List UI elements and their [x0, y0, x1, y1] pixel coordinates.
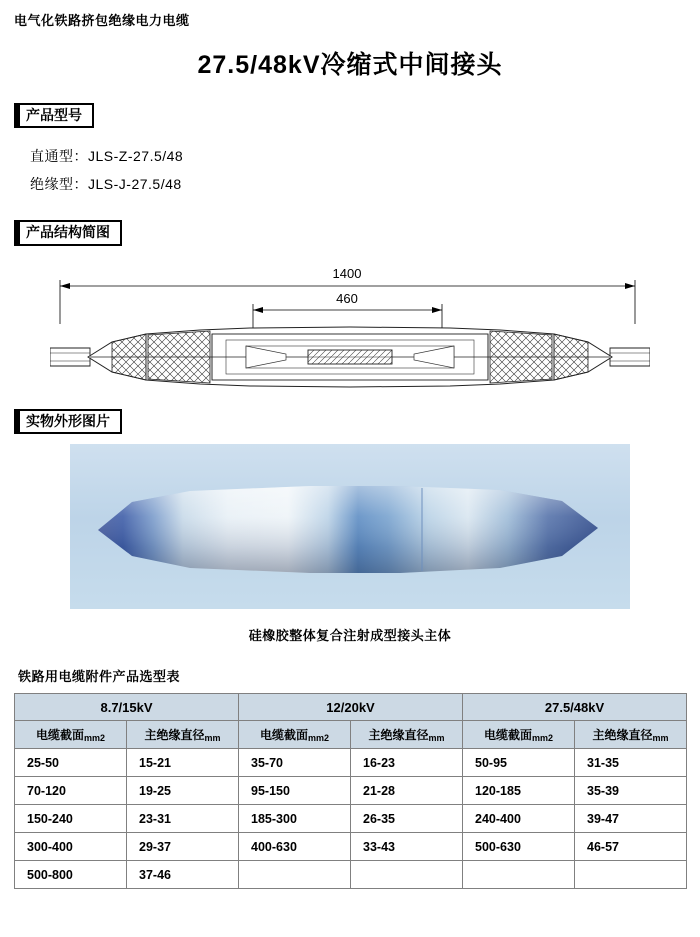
cell: 35-39 — [575, 777, 687, 805]
selection-table — [14, 693, 687, 889]
cell: 500-800 — [15, 861, 127, 889]
cell: 240-400 — [463, 805, 575, 833]
col-header-2 — [127, 721, 239, 749]
col-header-1-label: 电缆截面 — [35, 728, 84, 743]
col-header-1 — [15, 721, 127, 749]
cell: 50-95 — [463, 749, 575, 777]
cell: 185-300 — [239, 805, 351, 833]
cell: 70-120 — [15, 777, 127, 805]
product-photo-svg — [70, 444, 630, 609]
cell: 95-150 — [239, 777, 351, 805]
section-photo — [14, 409, 686, 644]
group-header-2: 12/20kV — [239, 694, 463, 721]
col-header-3-unit: mm2 — [308, 733, 330, 744]
model-list — [30, 142, 686, 198]
cable-right — [610, 348, 650, 366]
cell: 19-25 — [127, 777, 239, 805]
product-photo — [70, 444, 630, 609]
col-header-6-unit: mm — [652, 733, 669, 744]
cell-empty — [463, 861, 575, 889]
table-row — [15, 833, 687, 861]
group-header-3: 27.5/48kV — [463, 694, 687, 721]
model-item-insulated: 绝缘型：JLS-J-27.5/48 — [30, 176, 182, 193]
col-header-3 — [239, 721, 351, 749]
cell: 15-21 — [127, 749, 239, 777]
col-header-3-label: 电缆截面 — [260, 728, 309, 743]
cell-empty — [575, 861, 687, 889]
col-header-6-label: 主绝缘直径 — [592, 728, 653, 743]
photo-caption: 硅橡胶整体复合注射成型接头主体 — [248, 628, 452, 644]
cell: 23-31 — [127, 805, 239, 833]
col-header-5 — [463, 721, 575, 749]
cell: 25-50 — [15, 749, 127, 777]
joint-cross-section-svg — [50, 254, 650, 394]
dimension-inner-label: 460 — [336, 290, 358, 306]
col-header-4-unit: mm — [428, 733, 445, 744]
col-header-6 — [575, 721, 687, 749]
structure-diagram — [14, 254, 686, 399]
cell-empty — [351, 861, 463, 889]
table-header-row — [15, 721, 687, 749]
section-heading-structure: 产品结构简图 — [14, 220, 122, 245]
cell: 300-400 — [15, 833, 127, 861]
cell-empty — [239, 861, 351, 889]
cell: 46-57 — [575, 833, 687, 861]
model-item-through: 直通型：JLS-Z-27.5/48 — [30, 148, 184, 165]
table-row — [15, 861, 687, 889]
table-row — [15, 777, 687, 805]
cell: 31-35 — [575, 749, 687, 777]
col-header-2-unit: mm — [204, 733, 221, 744]
table-group-row — [15, 694, 687, 721]
cell: 35-70 — [239, 749, 351, 777]
cell: 120-185 — [463, 777, 575, 805]
table-title: 铁路用电缆附件产品选型表 — [18, 669, 181, 685]
table-row — [15, 749, 687, 777]
col-header-5-unit: mm2 — [532, 733, 554, 744]
col-header-4-label: 主绝缘直径 — [368, 728, 429, 743]
cell: 33-43 — [351, 833, 463, 861]
cell: 150-240 — [15, 805, 127, 833]
joint-body-shading — [98, 486, 598, 573]
document-subtitle: 电气化铁路挤包绝缘电力电缆 — [14, 13, 190, 28]
section-heading-photo: 实物外形图片 — [14, 409, 122, 434]
col-header-1-unit: mm2 — [84, 733, 106, 744]
cell: 29-37 — [127, 833, 239, 861]
cable-left — [50, 348, 90, 366]
dimension-total-label: 1400 — [332, 265, 362, 281]
col-header-4 — [351, 721, 463, 749]
cell: 21-28 — [351, 777, 463, 805]
cell: 500-630 — [463, 833, 575, 861]
section-heading-model: 产品型号 — [14, 103, 94, 128]
cell: 37-46 — [127, 861, 239, 889]
page-title: 27.5/48kV冷缩式中间接头 — [197, 51, 503, 79]
cell: 39-47 — [575, 805, 687, 833]
section-structure — [14, 220, 686, 398]
cell: 400-630 — [239, 833, 351, 861]
col-header-2-label: 主绝缘直径 — [144, 728, 205, 743]
group-header-1: 8.7/15kV — [15, 694, 239, 721]
cell: 16-23 — [351, 749, 463, 777]
product-photo-area — [14, 444, 686, 644]
col-header-5-label: 电缆截面 — [484, 728, 533, 743]
table-row — [15, 805, 687, 833]
section-model — [14, 103, 686, 198]
cell: 26-35 — [351, 805, 463, 833]
